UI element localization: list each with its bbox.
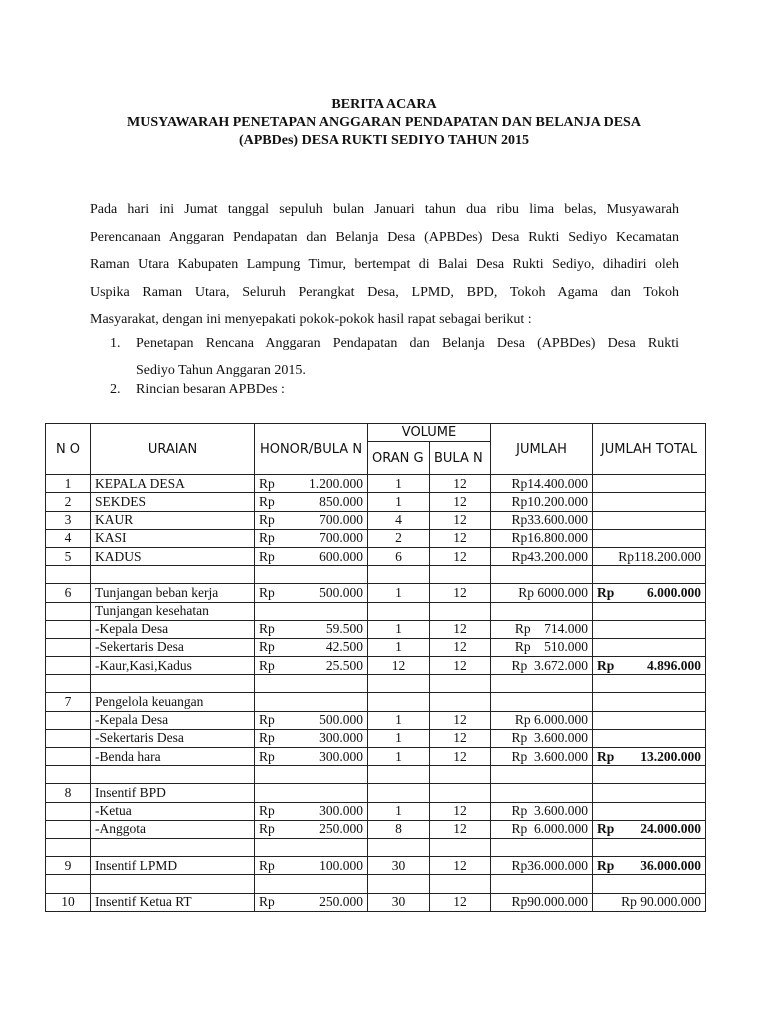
cell-bulan	[430, 566, 491, 584]
cell-no	[46, 675, 91, 693]
table-row	[46, 893, 706, 911]
total-value: 13.200.000	[640, 748, 701, 764]
table-row	[46, 766, 706, 784]
table-row	[46, 657, 706, 675]
table-body	[46, 475, 706, 912]
cell-honor	[255, 729, 368, 747]
cell-bulan: 12	[430, 511, 491, 529]
cell-orang: 1	[368, 729, 430, 747]
cell-uraian: -Anggota	[91, 820, 255, 838]
cell-total	[593, 729, 706, 747]
cell-no	[46, 657, 91, 675]
total-value: 24.000.000	[640, 821, 701, 837]
cell-no: 5	[46, 547, 91, 565]
cell-total: Rp 90.000.000	[593, 893, 706, 911]
cell-no	[46, 620, 91, 638]
cell-uraian: Insentif LPMD	[91, 857, 255, 875]
cell-total	[593, 620, 706, 638]
currency-label: Rp	[259, 584, 275, 600]
table-row	[46, 711, 706, 729]
cell-uraian: KAUR	[91, 511, 255, 529]
cell-no: 6	[46, 584, 91, 602]
intro-line: Uspika Raman Utara, Seluruh Perangkat Desa, LPMD, BPD, Tokoh Agama dan Tokoh	[90, 284, 679, 300]
table-row	[46, 857, 706, 875]
cell-total	[593, 748, 706, 766]
cell-bulan: 12	[430, 657, 491, 675]
header-jumlah: JUMLAH	[491, 424, 593, 475]
cell-bulan: 12	[430, 857, 491, 875]
cell-orang	[368, 566, 430, 584]
currency-label: Rp	[259, 821, 275, 837]
currency-label: Rp	[259, 621, 275, 637]
honor-value: 850.000	[319, 493, 363, 509]
cell-orang: 12	[368, 657, 430, 675]
table-row	[46, 784, 706, 802]
table-row	[46, 748, 706, 766]
cell-uraian: Insentif Ketua RT	[91, 893, 255, 911]
cell-orang: 1	[368, 711, 430, 729]
cell-jumlah: Rp 3.600.000	[491, 802, 593, 820]
currency-label: Rp	[259, 639, 275, 655]
cell-total	[593, 602, 706, 620]
cell-uraian: KADUS	[91, 547, 255, 565]
cell-jumlah: Rp 510.000	[491, 638, 593, 656]
honor-value: 700.000	[319, 512, 363, 528]
total-value: 4.896.000	[647, 657, 701, 673]
cell-no	[46, 802, 91, 820]
cell-jumlah: Rp90.000.000	[491, 893, 593, 911]
cell-no: 9	[46, 857, 91, 875]
cell-uraian	[91, 766, 255, 784]
cell-total	[593, 493, 706, 511]
cell-no	[46, 711, 91, 729]
cell-bulan: 12	[430, 493, 491, 511]
currency-label: Rp	[259, 712, 275, 728]
cell-orang: 1	[368, 475, 430, 493]
cell-total	[593, 475, 706, 493]
cell-orang: 2	[368, 529, 430, 547]
table-row	[46, 602, 706, 620]
cell-total	[593, 529, 706, 547]
currency-label: Rp	[259, 530, 275, 546]
cell-orang: 1	[368, 802, 430, 820]
cell-no	[46, 820, 91, 838]
cell-honor	[255, 547, 368, 565]
header-volume: VOLUME	[368, 424, 491, 442]
document-subtitle-2: (APBDes) DESA RUKTI SEDIYO TAHUN 2015	[238, 133, 529, 148]
cell-honor	[255, 711, 368, 729]
cell-bulan	[430, 693, 491, 711]
currency-label: Rp	[597, 584, 615, 600]
currency-label: Rp	[259, 730, 275, 746]
honor-value: 100.000	[319, 857, 363, 873]
table-row	[46, 638, 706, 656]
cell-jumlah: Rp 3.600.000	[491, 729, 593, 747]
cell-jumlah: Rp 3.672.000	[491, 657, 593, 675]
cell-jumlah: Rp 3.600.000	[491, 748, 593, 766]
table-row	[46, 729, 706, 747]
cell-orang: 6	[368, 547, 430, 565]
cell-honor	[255, 875, 368, 893]
currency-label: Rp	[597, 748, 615, 764]
table-row	[46, 584, 706, 602]
cell-jumlah: Rp36.000.000	[491, 857, 593, 875]
cell-no: 7	[46, 693, 91, 711]
cell-no	[46, 566, 91, 584]
cell-jumlah: Rp14.400.000	[491, 475, 593, 493]
cell-uraian: -Kepala Desa	[91, 620, 255, 638]
cell-orang: 1	[368, 638, 430, 656]
honor-value: 250.000	[319, 894, 363, 910]
honor-value: 59.500	[325, 621, 363, 637]
cell-jumlah: Rp 6.000.000	[491, 711, 593, 729]
currency-label: Rp	[259, 748, 275, 764]
cell-honor	[255, 893, 368, 911]
cell-total	[593, 711, 706, 729]
cell-uraian: Tunjangan kesehatan	[91, 602, 255, 620]
cell-uraian	[91, 838, 255, 856]
cell-orang: 1	[368, 584, 430, 602]
cell-bulan: 12	[430, 893, 491, 911]
cell-jumlah: Rp 6.000.000	[491, 820, 593, 838]
cell-uraian: Pengelola keuangan	[91, 693, 255, 711]
cell-honor	[255, 584, 368, 602]
cell-uraian: -Kepala Desa	[91, 711, 255, 729]
header-bulan: BULA N	[430, 442, 491, 475]
cell-no	[46, 875, 91, 893]
table-row	[46, 838, 706, 856]
table-row	[46, 620, 706, 638]
list-text: Penetapan Rencana Anggaran Pendapatan dan Belanja Desa (APBDes) Desa Rukti	[136, 336, 679, 351]
currency-label: Rp	[259, 493, 275, 509]
currency-label: Rp	[259, 512, 275, 528]
cell-total: Rp118.200.000	[593, 547, 706, 565]
cell-no	[46, 748, 91, 766]
cell-bulan	[430, 784, 491, 802]
header-orang: ORAN G	[368, 442, 430, 475]
cell-honor	[255, 820, 368, 838]
cell-uraian	[91, 675, 255, 693]
cell-jumlah	[491, 838, 593, 856]
total-value: 6.000.000	[647, 584, 701, 600]
cell-bulan	[430, 766, 491, 784]
cell-uraian: -Sekertaris Desa	[91, 638, 255, 656]
currency-label: Rp	[597, 657, 615, 673]
cell-jumlah	[491, 693, 593, 711]
cell-honor	[255, 802, 368, 820]
cell-orang: 1	[368, 493, 430, 511]
table-row	[46, 875, 706, 893]
cell-honor	[255, 638, 368, 656]
budget-table	[45, 423, 706, 912]
cell-total	[593, 875, 706, 893]
cell-total	[593, 857, 706, 875]
honor-value: 250.000	[319, 821, 363, 837]
honor-value: 300.000	[319, 730, 363, 746]
cell-orang	[368, 602, 430, 620]
cell-jumlah	[491, 766, 593, 784]
cell-total	[593, 584, 706, 602]
cell-uraian: Insentif BPD	[91, 784, 255, 802]
cell-honor	[255, 675, 368, 693]
honor-value: 500.000	[319, 584, 363, 600]
honor-value: 300.000	[319, 748, 363, 764]
list-text: Sediyo Tahun Anggaran 2015.	[136, 363, 306, 378]
cell-bulan: 12	[430, 529, 491, 547]
cell-uraian: SEKDES	[91, 493, 255, 511]
header-honor: HONOR/BULA N	[255, 424, 368, 475]
cell-honor	[255, 529, 368, 547]
cell-orang: 1	[368, 748, 430, 766]
honor-value: 700.000	[319, 530, 363, 546]
table-row	[46, 493, 706, 511]
table-row	[46, 820, 706, 838]
table-row	[46, 547, 706, 565]
cell-bulan	[430, 602, 491, 620]
cell-no	[46, 638, 91, 656]
cell-uraian: -Kaur,Kasi,Kadus	[91, 657, 255, 675]
cell-orang	[368, 675, 430, 693]
cell-orang: 8	[368, 820, 430, 838]
cell-uraian	[91, 566, 255, 584]
honor-value: 300.000	[319, 803, 363, 819]
cell-bulan: 12	[430, 584, 491, 602]
cell-bulan	[430, 838, 491, 856]
cell-jumlah	[491, 675, 593, 693]
currency-label: Rp	[259, 894, 275, 910]
table-row	[46, 511, 706, 529]
cell-uraian: Tunjangan beban kerja	[91, 584, 255, 602]
cell-orang	[368, 784, 430, 802]
cell-jumlah: Rp10.200.000	[491, 493, 593, 511]
cell-jumlah	[491, 875, 593, 893]
cell-honor	[255, 566, 368, 584]
table-row	[46, 475, 706, 493]
cell-honor	[255, 748, 368, 766]
intro-paragraph	[90, 196, 679, 334]
currency-label: Rp	[597, 821, 615, 837]
cell-orang: 30	[368, 857, 430, 875]
cell-honor	[255, 693, 368, 711]
cell-no	[46, 602, 91, 620]
cell-jumlah	[491, 784, 593, 802]
currency-label: Rp	[259, 857, 275, 873]
cell-jumlah: Rp16.800.000	[491, 529, 593, 547]
cell-total	[593, 766, 706, 784]
cell-orang	[368, 838, 430, 856]
cell-no: 2	[46, 493, 91, 511]
cell-total	[593, 838, 706, 856]
cell-total	[593, 820, 706, 838]
list-text: Rincian besaran APBDes :	[136, 382, 285, 397]
cell-uraian: -Ketua	[91, 802, 255, 820]
cell-no: 8	[46, 784, 91, 802]
cell-bulan: 12	[430, 638, 491, 656]
list-number: 1.	[110, 336, 121, 351]
document-subtitle: MUSYAWARAH PENETAPAN ANGGARAN PENDAPATAN DAN BELANJA DESA	[127, 115, 641, 130]
currency-label: Rp	[259, 475, 275, 491]
cell-orang	[368, 766, 430, 784]
cell-uraian	[91, 875, 255, 893]
intro-line: Pada hari ini Jumat tanggal sepuluh bulan Januari tahun dua ribu lima belas, Musyawarah	[90, 202, 679, 217]
list-number: 2.	[110, 382, 121, 397]
cell-honor	[255, 602, 368, 620]
header-no: N O	[46, 424, 91, 475]
table-row	[46, 566, 706, 584]
honor-value: 25.500	[325, 657, 363, 673]
cell-uraian: -Sekertaris Desa	[91, 729, 255, 747]
cell-jumlah: Rp43.200.000	[491, 547, 593, 565]
cell-jumlah: Rp33.600.000	[491, 511, 593, 529]
cell-uraian: KASI	[91, 529, 255, 547]
table-row	[46, 693, 706, 711]
intro-line: Perencanaan Anggaran Pendapatan dan Belanja Desa (APBDes) Desa Rukti Sediyo Kecamatan	[90, 229, 679, 245]
cell-total	[593, 802, 706, 820]
honor-value: 42.500	[325, 639, 363, 655]
cell-jumlah: Rp 714.000	[491, 620, 593, 638]
cell-orang	[368, 875, 430, 893]
cell-bulan: 12	[430, 711, 491, 729]
cell-no: 10	[46, 893, 91, 911]
cell-bulan: 12	[430, 620, 491, 638]
cell-bulan: 12	[430, 475, 491, 493]
cell-total	[593, 675, 706, 693]
intro-line: Masyarakat, dengan ini menyepakati pokok-pokok hasil rapat sebagai berikut :	[90, 312, 532, 327]
cell-honor	[255, 857, 368, 875]
cell-jumlah	[491, 602, 593, 620]
currency-label: Rp	[259, 803, 275, 819]
cell-orang: 1	[368, 620, 430, 638]
cell-bulan: 12	[430, 748, 491, 766]
cell-bulan	[430, 875, 491, 893]
header-uraian: URAIAN	[91, 424, 255, 475]
cell-honor	[255, 475, 368, 493]
cell-uraian: KEPALA DESA	[91, 475, 255, 493]
cell-honor	[255, 620, 368, 638]
cell-no	[46, 766, 91, 784]
currency-label: Rp	[597, 857, 615, 873]
cell-total	[593, 638, 706, 656]
cell-orang: 4	[368, 511, 430, 529]
cell-total	[593, 566, 706, 584]
numbered-list	[110, 330, 679, 403]
cell-bulan: 12	[430, 802, 491, 820]
honor-value: 1.200.000	[309, 475, 363, 491]
cell-bulan: 12	[430, 547, 491, 565]
table-row	[46, 675, 706, 693]
cell-honor	[255, 766, 368, 784]
cell-jumlah: Rp 6000.000	[491, 584, 593, 602]
document-title: BERITA ACARA	[331, 97, 437, 112]
currency-label: Rp	[259, 657, 275, 673]
cell-no	[46, 729, 91, 747]
cell-bulan: 12	[430, 820, 491, 838]
cell-total	[593, 511, 706, 529]
intro-line: Raman Utara Kabupaten Lampung Timur, bertempat di Balai Desa Rukti Sediyo, dihadiri oleh	[90, 257, 679, 272]
cell-bulan: 12	[430, 729, 491, 747]
cell-honor	[255, 784, 368, 802]
cell-total	[593, 693, 706, 711]
cell-orang: 30	[368, 893, 430, 911]
cell-uraian: -Benda hara	[91, 748, 255, 766]
cell-no: 1	[46, 475, 91, 493]
cell-jumlah	[491, 566, 593, 584]
list-item	[110, 376, 679, 403]
table-row	[46, 529, 706, 547]
cell-honor	[255, 493, 368, 511]
header-total: JUMLAH TOTAL	[593, 424, 706, 475]
cell-honor	[255, 657, 368, 675]
cell-honor	[255, 511, 368, 529]
cell-no	[46, 838, 91, 856]
honor-value: 500.000	[319, 712, 363, 728]
table-row	[46, 802, 706, 820]
honor-value: 600.000	[319, 548, 363, 564]
cell-total	[593, 784, 706, 802]
total-value: 36.000.000	[640, 857, 701, 873]
cell-total	[593, 657, 706, 675]
cell-no: 3	[46, 511, 91, 529]
cell-no: 4	[46, 529, 91, 547]
currency-label: Rp	[259, 548, 275, 564]
cell-honor	[255, 838, 368, 856]
cell-bulan	[430, 675, 491, 693]
cell-orang	[368, 693, 430, 711]
